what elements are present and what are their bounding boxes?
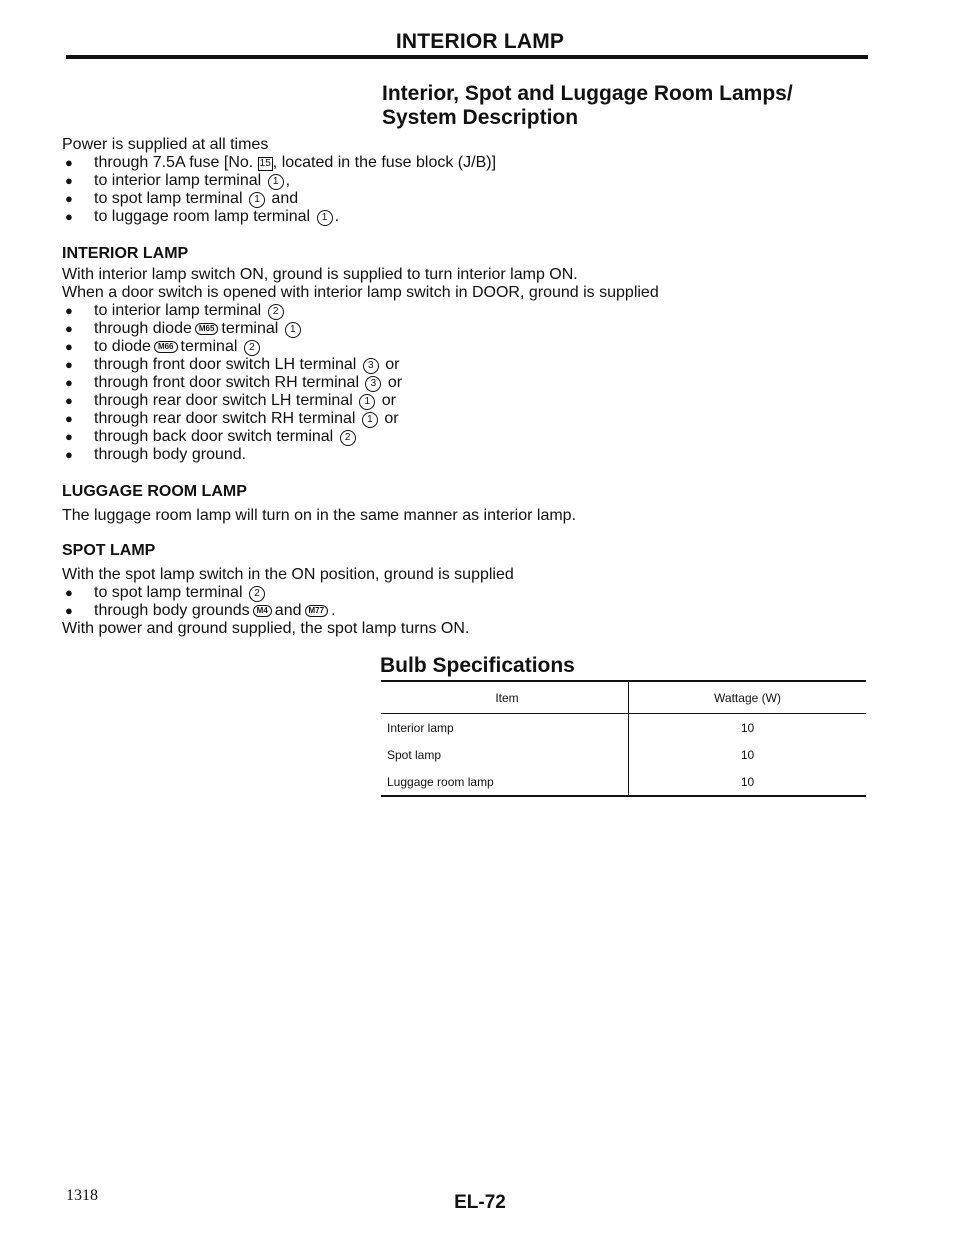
table-cell-wattage: 10 — [629, 714, 867, 742]
luggage-p1: The luggage room lamp will turn on in the same manner as interior lamp. — [62, 507, 577, 524]
interior-p1: With interior lamp switch ON, ground is supplied to turn interior lamp ON. — [62, 266, 578, 283]
spot-lamp-block — [62, 541, 514, 638]
bulb-specifications-title: Bulb Specifications — [380, 654, 575, 677]
list-item: ● through diode M65 terminal 1 — [62, 320, 659, 338]
terminal-number: 1 — [285, 322, 301, 338]
list-item: ● through front door switch LH terminal 3 or — [65, 356, 400, 373]
connector-id: M4 — [253, 605, 272, 617]
list-item: ● through front door switch RH terminal 3 or — [65, 374, 403, 391]
bulb-specifications-table — [381, 680, 866, 797]
header-rule — [66, 55, 868, 59]
connector-id: M65 — [195, 323, 219, 335]
table-cell-wattage: 10 — [629, 741, 867, 768]
terminal-number: 2 — [249, 586, 265, 602]
page-code: EL-72 — [454, 1192, 506, 1213]
connector-id: M77 — [305, 605, 329, 617]
list-item: ● to spot lamp terminal 2 — [62, 584, 514, 602]
section-title-line2: System Description — [382, 106, 579, 129]
list-item: ● to diode M66 terminal 2 — [62, 338, 659, 356]
terminal-number: 1 — [359, 394, 375, 410]
luggage-lamp-block — [62, 482, 576, 525]
column-header-wattage: Wattage (W) — [629, 681, 867, 714]
table-cell-item: Spot lamp — [387, 747, 442, 762]
list-item: ● through rear door switch LH terminal 1 or — [65, 392, 396, 409]
page-number: 1318 — [66, 1187, 98, 1204]
power-supply-block — [62, 136, 496, 226]
page-header-title: INTERIOR LAMP — [395, 30, 565, 53]
terminal-number: 3 — [363, 358, 379, 374]
terminal-number: 3 — [365, 376, 381, 392]
terminal-number: 2 — [268, 304, 284, 320]
terminal-number: 2 — [244, 340, 260, 356]
interior-p2: When a door switch is opened with interior lamp switch in DOOR, ground is supplied — [62, 284, 659, 301]
table-cell-wattage: 10 — [629, 768, 867, 796]
power-intro: Power is supplied at all times — [62, 136, 269, 153]
table-row — [381, 714, 866, 742]
spot-lamp-heading: SPOT LAMP — [62, 542, 156, 559]
table-row — [381, 741, 866, 768]
section-title-line1: Interior, Spot and Luggage Room Lamps/ — [382, 82, 793, 105]
terminal-number: 1 — [249, 192, 265, 208]
connector-id: M66 — [154, 341, 178, 353]
list-item: ● to interior lamp terminal 2 — [62, 302, 659, 320]
list-item: ● through body ground. — [65, 446, 247, 463]
table-row — [381, 768, 866, 796]
list-item: ● to interior lamp terminal 1 , — [65, 172, 291, 189]
list-item: ● through rear door switch RH terminal 1 or — [65, 410, 399, 427]
terminal-number: 1 — [362, 412, 378, 428]
table-cell-item: Luggage room lamp — [381, 768, 629, 796]
fuse-number: 15 — [259, 158, 271, 169]
interior-lamp-block — [62, 244, 659, 464]
spot-p2: With power and ground supplied, the spot lamp turns ON. — [62, 620, 470, 637]
terminal-number: 1 — [268, 174, 284, 190]
column-header-item: Item — [381, 681, 629, 714]
table-cell-item: Interior lamp — [387, 720, 454, 735]
spot-p1: With the spot lamp switch in the ON position, ground is supplied — [62, 566, 514, 583]
luggage-lamp-heading: LUGGAGE ROOM LAMP — [62, 483, 247, 500]
list-item: ● to spot lamp terminal 1 and — [65, 190, 299, 207]
section-title — [382, 82, 793, 130]
terminal-number: 1 — [317, 210, 333, 226]
list-item: ● through body grounds M4 and M77 . — [65, 602, 336, 619]
list-item: ● to luggage room lamp terminal 1 . — [65, 208, 340, 225]
list-item: ● through 7.5A fuse [No. 15 , located in the fuse block (J/B)] — [65, 154, 497, 171]
table-header-row — [381, 681, 866, 714]
terminal-number: 2 — [340, 430, 356, 446]
interior-lamp-heading: INTERIOR LAMP — [62, 245, 189, 262]
list-item: ● through back door switch terminal 2 — [62, 428, 659, 446]
